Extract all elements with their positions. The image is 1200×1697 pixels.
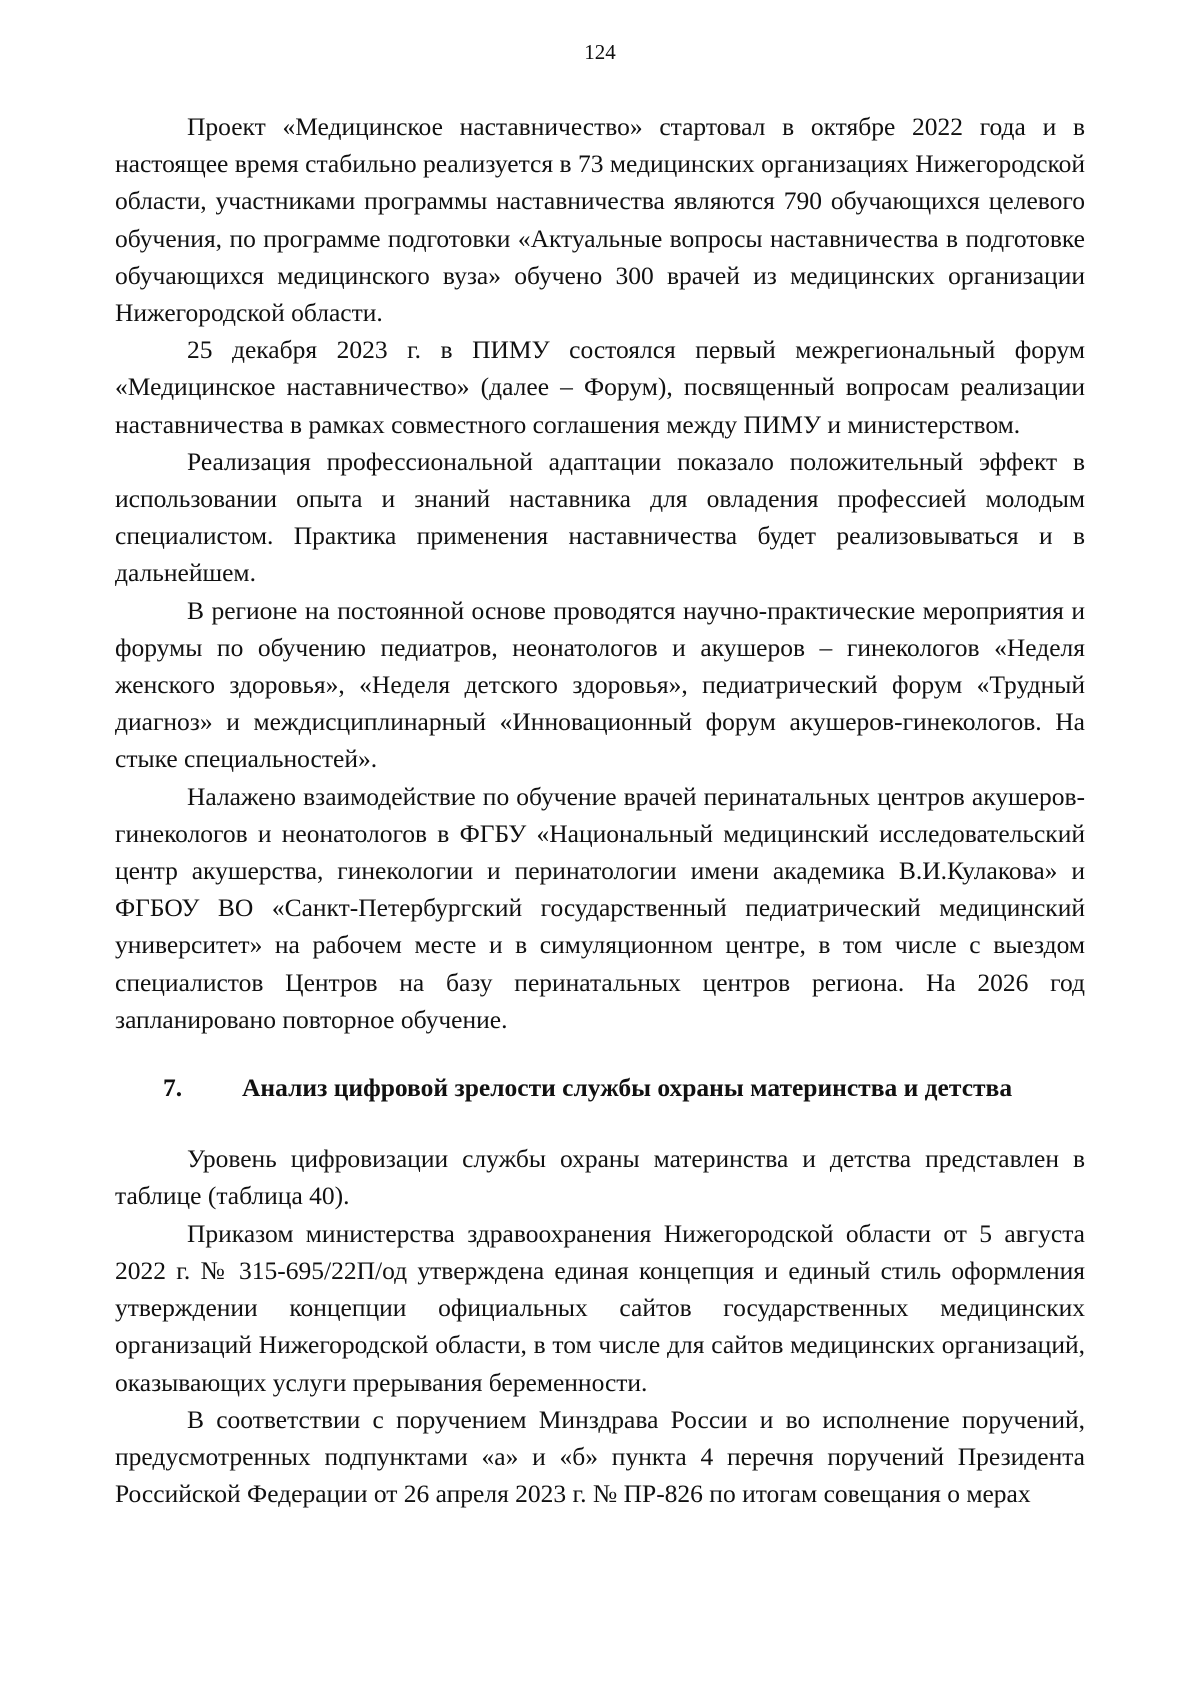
paragraph-forum: 25 декабря 2023 г. в ПИМУ состоялся первый межрегиональный форум «Медицинское наставничество» (далее – Форум), посвященный вопросам реализации наставничества в рамках совместного соглашения между ПИМУ и министерством. — [115, 335, 1085, 439]
section-heading — [115, 1069, 1085, 1106]
paragraph-cooperation: Налажено взаимодействие по обучение врачей перинатальных центров акушеров-гинекологов и неонатологов в ФГБУ «Национальный медицинский исследовательский центр акушерства, гинекологии и перинатологии имени академика В.И.Кулакова» и ФГБОУ ВО «Санкт-Петербургский государственный педиатрический медицинский университет» на рабочем месте и в симуляционном центре, в том числе с выездом специалистов Центров на базу перинатальных центров региона. На 2026 год запланировано повторное обучение. — [115, 781, 1085, 1034]
document-body — [115, 108, 1085, 1512]
paragraph-ministry-order: Приказом министерства здравоохранения Нижегородской области от 5 августа 2022 г. № 315-695/22П/од утверждена единая концепция и единый стиль оформления утверждении концепции официальных сайтов государственных медицинских организаций Нижегородской области, в том числе для сайтов медицинских организаций, оказывающих услуги прерывания беременности. — [115, 1218, 1085, 1397]
paragraph-regional-events: В регионе на постоянной основе проводятся научно-практические мероприятия и форумы по обучению педиатров, неонатологов и акушеров – гинекологов «Неделя женского здоровья», «Неделя детского здоровья», педиатрический форум «Трудный диагноз» и междисциплинарный «Инновационный форум акушеров-гинекологов. На стыке специальностей». — [115, 595, 1085, 774]
paragraph-presidential-instructions: В соответствии с поручением Минздрава России и во исполнение поручений, предусмотренных подпунктами «а» и «б» пункта 4 перечня поручений Президента Российской Федерации от 26 апреля 2023 г. № ПР-826 по итогам совещания о мерах — [115, 1404, 1085, 1509]
page-number: 124 — [584, 40, 616, 64]
section-title: Анализ цифровой зрелости службы охраны материнства и детства — [242, 1073, 1013, 1103]
paragraph-digitalization-level: Уровень цифровизации службы охраны материнства и детства представлен в таблице (таблица 40). — [115, 1144, 1085, 1211]
section-number: 7. — [163, 1073, 183, 1103]
paragraph-mentorship-project: Проект «Медицинское наставничество» стартовал в октябре 2022 года и в настоящее время стабильно реализуется в 73 медицинских организациях Нижегородской области, участниками программы наставничества являются 790 обучающихся целевого обучения, по программе подготовки «Актуальные вопросы наставничества в подготовке обучающихся медицинского вуза» обучено 300 врачей из медицинских организации Нижегородской области. — [115, 112, 1085, 328]
paragraph-adaptation: Реализация профессиональной адаптации показало положительный эффект в использовании опыта и знаний наставника для овладения профессией молодым специалистом. Практика применения наставничества будет реализовываться и в дальнейшем. — [115, 446, 1085, 588]
